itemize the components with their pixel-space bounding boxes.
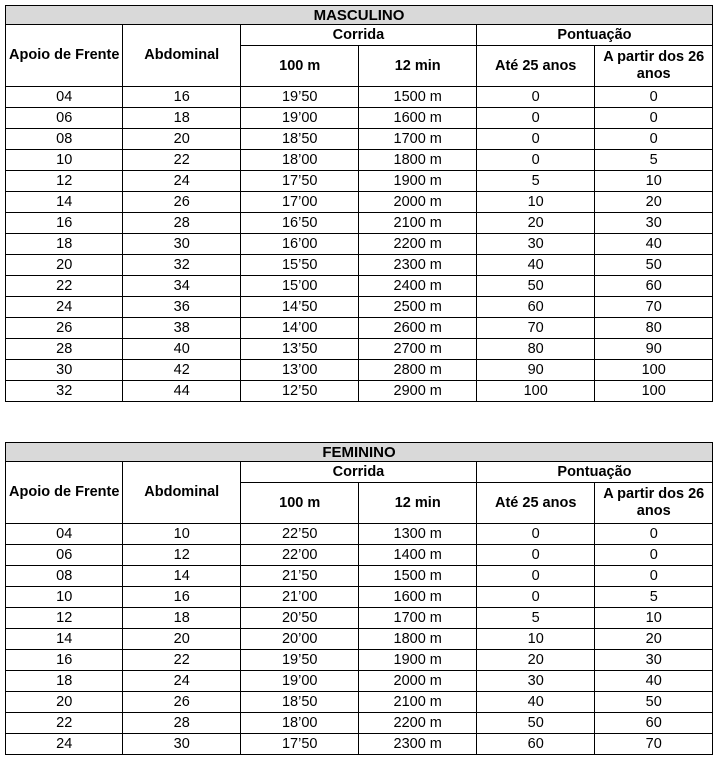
cell-corrida-12min: 2000 m bbox=[359, 192, 476, 213]
cell-pontos-26-mais: 100 bbox=[595, 381, 713, 402]
table-row bbox=[6, 566, 713, 587]
cell-abdominal: 40 bbox=[123, 339, 240, 360]
cell-apoio-de-frente: 04 bbox=[6, 524, 123, 545]
cell-pontos-ate-25: 30 bbox=[476, 234, 594, 255]
cell-pontos-ate-25: 0 bbox=[476, 566, 595, 587]
cell-corrida-12min: 2600 m bbox=[359, 318, 476, 339]
cell-corrida-12min: 1900 m bbox=[359, 171, 476, 192]
cell-pontos-26-mais: 60 bbox=[595, 713, 713, 734]
cell-pontos-26-mais: 40 bbox=[595, 671, 713, 692]
table-row bbox=[6, 192, 713, 213]
cell-apoio-de-frente: 26 bbox=[6, 318, 123, 339]
cell-abdominal: 24 bbox=[123, 171, 240, 192]
table-row bbox=[6, 524, 713, 545]
cell-corrida-100m: 13’00 bbox=[240, 360, 358, 381]
cell-corrida-12min: 1500 m bbox=[359, 566, 476, 587]
cell-abdominal: 22 bbox=[123, 650, 240, 671]
cell-pontos-26-mais: 10 bbox=[595, 608, 713, 629]
cell-corrida-100m: 17’50 bbox=[240, 734, 359, 755]
cell-corrida-12min: 2100 m bbox=[359, 213, 476, 234]
cell-pontos-26-mais: 5 bbox=[595, 587, 713, 608]
cell-apoio-de-frente: 06 bbox=[6, 545, 123, 566]
cell-corrida-12min: 2000 m bbox=[359, 671, 476, 692]
cell-corrida-12min: 2300 m bbox=[359, 255, 476, 276]
cell-pontos-ate-25: 30 bbox=[476, 671, 595, 692]
cell-pontos-26-mais: 0 bbox=[595, 545, 713, 566]
cell-pontos-ate-25: 0 bbox=[476, 150, 594, 171]
cell-corrida-12min: 2200 m bbox=[359, 234, 476, 255]
table-row bbox=[6, 213, 713, 234]
table-row bbox=[6, 629, 713, 650]
cell-abdominal: 30 bbox=[123, 734, 240, 755]
cell-corrida-100m: 18’00 bbox=[240, 713, 359, 734]
cell-pontos-26-mais: 70 bbox=[595, 734, 713, 755]
cell-apoio-de-frente: 22 bbox=[6, 276, 123, 297]
header-ate-25-anos: Até 25 anos bbox=[476, 483, 595, 524]
cell-corrida-12min: 1400 m bbox=[359, 545, 476, 566]
cell-apoio-de-frente: 16 bbox=[6, 650, 123, 671]
table-row bbox=[6, 671, 713, 692]
table-row bbox=[6, 713, 713, 734]
cell-apoio-de-frente: 24 bbox=[6, 734, 123, 755]
cell-apoio-de-frente: 24 bbox=[6, 297, 123, 318]
header-apoio-de-frente: Apoio de Frente bbox=[6, 25, 123, 87]
cell-abdominal: 20 bbox=[123, 129, 240, 150]
cell-corrida-100m: 19’00 bbox=[240, 671, 359, 692]
cell-abdominal: 36 bbox=[123, 297, 240, 318]
header-corrida: Corrida bbox=[240, 462, 476, 483]
cell-pontos-ate-25: 10 bbox=[476, 629, 595, 650]
cell-abdominal: 38 bbox=[123, 318, 240, 339]
cell-abdominal: 28 bbox=[123, 213, 240, 234]
cell-abdominal: 44 bbox=[123, 381, 240, 402]
cell-abdominal: 26 bbox=[123, 692, 240, 713]
cell-pontos-ate-25: 20 bbox=[476, 650, 595, 671]
cell-pontos-26-mais: 60 bbox=[595, 276, 713, 297]
table-title-feminino: FEMININO bbox=[6, 443, 713, 462]
cell-corrida-100m: 19’50 bbox=[240, 87, 358, 108]
cell-pontos-ate-25: 5 bbox=[476, 608, 595, 629]
header-abdominal: Abdominal bbox=[123, 462, 240, 524]
feminino-table bbox=[5, 442, 713, 755]
cell-apoio-de-frente: 20 bbox=[6, 255, 123, 276]
cell-abdominal: 32 bbox=[123, 255, 240, 276]
cell-corrida-12min: 1500 m bbox=[359, 87, 476, 108]
cell-pontos-ate-25: 80 bbox=[476, 339, 594, 360]
cell-abdominal: 10 bbox=[123, 524, 240, 545]
cell-apoio-de-frente: 12 bbox=[6, 171, 123, 192]
cell-corrida-12min: 2400 m bbox=[359, 276, 476, 297]
header-100m: 100 m bbox=[240, 483, 359, 524]
table-row bbox=[6, 692, 713, 713]
cell-abdominal: 20 bbox=[123, 629, 240, 650]
table-row bbox=[6, 734, 713, 755]
cell-apoio-de-frente: 32 bbox=[6, 381, 123, 402]
table-row bbox=[6, 318, 713, 339]
table-row bbox=[6, 276, 713, 297]
header-a-partir-26-anos: A partir dos 26 anos bbox=[595, 46, 713, 87]
cell-corrida-12min: 2200 m bbox=[359, 713, 476, 734]
cell-apoio-de-frente: 10 bbox=[6, 150, 123, 171]
cell-pontos-26-mais: 0 bbox=[595, 108, 713, 129]
cell-pontos-ate-25: 0 bbox=[476, 108, 594, 129]
cell-corrida-100m: 15’50 bbox=[240, 255, 358, 276]
cell-pontos-26-mais: 50 bbox=[595, 255, 713, 276]
masculino-table bbox=[5, 5, 713, 402]
table-row bbox=[6, 297, 713, 318]
cell-pontos-26-mais: 80 bbox=[595, 318, 713, 339]
cell-apoio-de-frente: 06 bbox=[6, 108, 123, 129]
cell-abdominal: 42 bbox=[123, 360, 240, 381]
cell-apoio-de-frente: 20 bbox=[6, 692, 123, 713]
cell-corrida-12min: 1800 m bbox=[359, 150, 476, 171]
table-row bbox=[6, 129, 713, 150]
cell-corrida-100m: 20’50 bbox=[240, 608, 359, 629]
header-pontuacao: Pontuação bbox=[476, 462, 712, 483]
cell-pontos-ate-25: 50 bbox=[476, 713, 595, 734]
cell-corrida-100m: 14’00 bbox=[240, 318, 358, 339]
cell-corrida-100m: 17’50 bbox=[240, 171, 358, 192]
cell-abdominal: 14 bbox=[123, 566, 240, 587]
cell-corrida-12min: 1700 m bbox=[359, 608, 476, 629]
table-row bbox=[6, 608, 713, 629]
cell-corrida-100m: 18’50 bbox=[240, 692, 359, 713]
table-row bbox=[6, 150, 713, 171]
cell-corrida-12min: 2800 m bbox=[359, 360, 476, 381]
cell-corrida-12min: 1700 m bbox=[359, 129, 476, 150]
cell-pontos-ate-25: 0 bbox=[476, 545, 595, 566]
cell-pontos-ate-25: 50 bbox=[476, 276, 594, 297]
cell-abdominal: 30 bbox=[123, 234, 240, 255]
cell-apoio-de-frente: 28 bbox=[6, 339, 123, 360]
cell-apoio-de-frente: 08 bbox=[6, 566, 123, 587]
table-row bbox=[6, 650, 713, 671]
cell-corrida-100m: 16’00 bbox=[240, 234, 358, 255]
cell-apoio-de-frente: 30 bbox=[6, 360, 123, 381]
cell-apoio-de-frente: 18 bbox=[6, 671, 123, 692]
table-row bbox=[6, 87, 713, 108]
cell-apoio-de-frente: 22 bbox=[6, 713, 123, 734]
cell-pontos-ate-25: 100 bbox=[476, 381, 594, 402]
cell-pontos-26-mais: 20 bbox=[595, 629, 713, 650]
table-row bbox=[6, 339, 713, 360]
cell-abdominal: 16 bbox=[123, 587, 240, 608]
cell-corrida-12min: 2100 m bbox=[359, 692, 476, 713]
cell-apoio-de-frente: 04 bbox=[6, 87, 123, 108]
header-100m: 100 m bbox=[240, 46, 358, 87]
cell-pontos-26-mais: 5 bbox=[595, 150, 713, 171]
cell-abdominal: 24 bbox=[123, 671, 240, 692]
cell-abdominal: 28 bbox=[123, 713, 240, 734]
cell-abdominal: 22 bbox=[123, 150, 240, 171]
cell-abdominal: 16 bbox=[123, 87, 240, 108]
cell-corrida-100m: 19’50 bbox=[240, 650, 359, 671]
cell-corrida-12min: 2500 m bbox=[359, 297, 476, 318]
cell-apoio-de-frente: 14 bbox=[6, 192, 123, 213]
cell-pontos-26-mais: 0 bbox=[595, 87, 713, 108]
cell-corrida-100m: 21’50 bbox=[240, 566, 359, 587]
cell-corrida-12min: 1300 m bbox=[359, 524, 476, 545]
cell-corrida-100m: 17’00 bbox=[240, 192, 358, 213]
cell-pontos-ate-25: 0 bbox=[476, 524, 595, 545]
cell-apoio-de-frente: 12 bbox=[6, 608, 123, 629]
cell-corrida-100m: 12’50 bbox=[240, 381, 358, 402]
cell-apoio-de-frente: 16 bbox=[6, 213, 123, 234]
header-apoio-de-frente: Apoio de Frente bbox=[6, 462, 123, 524]
header-abdominal: Abdominal bbox=[123, 25, 240, 87]
header-12min: 12 min bbox=[359, 46, 476, 87]
cell-pontos-ate-25: 0 bbox=[476, 587, 595, 608]
cell-corrida-100m: 21’00 bbox=[240, 587, 359, 608]
cell-apoio-de-frente: 14 bbox=[6, 629, 123, 650]
cell-corrida-100m: 22’00 bbox=[240, 545, 359, 566]
table-row bbox=[6, 255, 713, 276]
header-a-partir-26-anos: A partir dos 26 anos bbox=[595, 483, 713, 524]
cell-abdominal: 18 bbox=[123, 108, 240, 129]
cell-pontos-26-mais: 90 bbox=[595, 339, 713, 360]
header-12min: 12 min bbox=[359, 483, 476, 524]
cell-corrida-100m: 18’00 bbox=[240, 150, 358, 171]
cell-pontos-26-mais: 100 bbox=[595, 360, 713, 381]
cell-abdominal: 26 bbox=[123, 192, 240, 213]
cell-pontos-26-mais: 50 bbox=[595, 692, 713, 713]
cell-pontos-26-mais: 0 bbox=[595, 566, 713, 587]
cell-pontos-ate-25: 60 bbox=[476, 734, 595, 755]
table-row bbox=[6, 171, 713, 192]
table-row bbox=[6, 381, 713, 402]
feminino-body bbox=[6, 443, 713, 755]
cell-pontos-ate-25: 20 bbox=[476, 213, 594, 234]
cell-corrida-12min: 2900 m bbox=[359, 381, 476, 402]
cell-pontos-26-mais: 0 bbox=[595, 129, 713, 150]
cell-corrida-100m: 22’50 bbox=[240, 524, 359, 545]
cell-abdominal: 34 bbox=[123, 276, 240, 297]
cell-pontos-ate-25: 60 bbox=[476, 297, 594, 318]
cell-pontos-26-mais: 10 bbox=[595, 171, 713, 192]
header-ate-25-anos: Até 25 anos bbox=[476, 46, 594, 87]
cell-corrida-12min: 2700 m bbox=[359, 339, 476, 360]
table-row bbox=[6, 360, 713, 381]
cell-abdominal: 12 bbox=[123, 545, 240, 566]
table-title-masculino: MASCULINO bbox=[6, 6, 713, 25]
cell-pontos-ate-25: 5 bbox=[476, 171, 594, 192]
cell-corrida-12min: 1600 m bbox=[359, 587, 476, 608]
cell-apoio-de-frente: 10 bbox=[6, 587, 123, 608]
cell-corrida-12min: 1900 m bbox=[359, 650, 476, 671]
cell-pontos-ate-25: 0 bbox=[476, 129, 594, 150]
cell-apoio-de-frente: 18 bbox=[6, 234, 123, 255]
cell-corrida-100m: 18’50 bbox=[240, 129, 358, 150]
header-pontuacao: Pontuação bbox=[476, 25, 712, 46]
cell-abdominal: 18 bbox=[123, 608, 240, 629]
cell-pontos-26-mais: 40 bbox=[595, 234, 713, 255]
table-row bbox=[6, 587, 713, 608]
cell-pontos-ate-25: 70 bbox=[476, 318, 594, 339]
cell-corrida-12min: 2300 m bbox=[359, 734, 476, 755]
cell-pontos-26-mais: 20 bbox=[595, 192, 713, 213]
table-row bbox=[6, 545, 713, 566]
cell-pontos-ate-25: 10 bbox=[476, 192, 594, 213]
cell-pontos-26-mais: 0 bbox=[595, 524, 713, 545]
cell-corrida-100m: 19’00 bbox=[240, 108, 358, 129]
cell-corrida-100m: 14’50 bbox=[240, 297, 358, 318]
cell-apoio-de-frente: 08 bbox=[6, 129, 123, 150]
cell-corrida-12min: 1600 m bbox=[359, 108, 476, 129]
cell-pontos-26-mais: 70 bbox=[595, 297, 713, 318]
cell-corrida-100m: 13’50 bbox=[240, 339, 358, 360]
cell-corrida-100m: 15’00 bbox=[240, 276, 358, 297]
masculino-body bbox=[6, 6, 713, 402]
cell-corrida-100m: 20’00 bbox=[240, 629, 359, 650]
table-row bbox=[6, 234, 713, 255]
cell-pontos-26-mais: 30 bbox=[595, 650, 713, 671]
cell-pontos-ate-25: 40 bbox=[476, 255, 594, 276]
header-corrida: Corrida bbox=[240, 25, 476, 46]
table-row bbox=[6, 108, 713, 129]
cell-pontos-26-mais: 30 bbox=[595, 213, 713, 234]
cell-corrida-12min: 1800 m bbox=[359, 629, 476, 650]
cell-pontos-ate-25: 40 bbox=[476, 692, 595, 713]
cell-pontos-ate-25: 0 bbox=[476, 87, 594, 108]
cell-corrida-100m: 16’50 bbox=[240, 213, 358, 234]
cell-pontos-ate-25: 90 bbox=[476, 360, 594, 381]
